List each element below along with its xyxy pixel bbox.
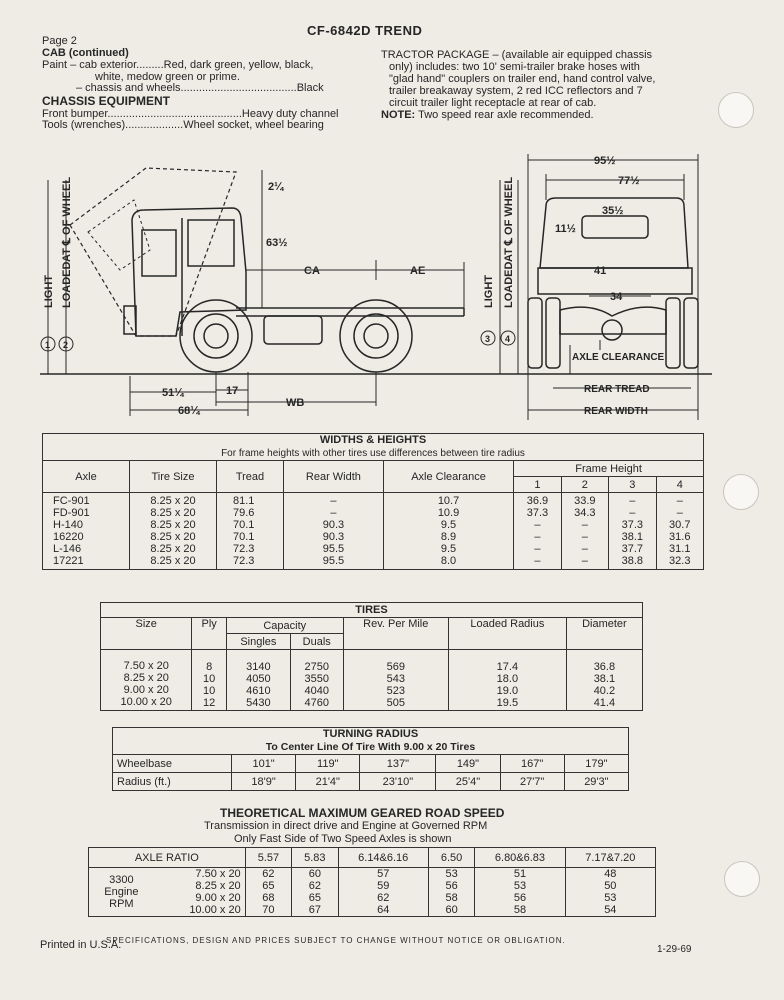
col-tire-size: Tire Size [130,461,217,493]
wheelbase-cell: 167" [500,755,564,773]
col-frame-1: 1 [514,477,561,493]
dim-wheelbase: WB [286,397,305,409]
loaded-radius-values: 17.4 18.0 19.0 19.5 [448,650,566,711]
binder-hole-top [718,92,754,128]
rev-values: 569 543 523 505 [343,650,448,711]
turning-caption [113,728,629,755]
col-axle: Axle [43,461,130,493]
radius-cell: 29'3" [564,773,628,791]
cab-heading: CAB (continued) [42,47,129,59]
dim-bumper-total: 68¼ [178,405,200,417]
road-speed-title: THEORETICAL MAXIMUM GEARED ROAD SPEED [220,806,505,820]
widths-data-row [43,493,704,570]
wheelbase-cell: 179" [564,755,628,773]
singles-values: 3140 4050 4610 5430 [226,650,290,711]
label-at-wheel-right: AT ℄ OF WHEEL [503,176,515,262]
col-capacity: Capacity [226,618,343,634]
col-frame-3: 3 [609,477,656,493]
frame-3-values: – – 37.3 38.1 37.7 38.8 [609,493,656,570]
recommendation-note [381,109,594,121]
col-ply: Ply [192,618,226,650]
label-light-right: LIGHT [483,275,495,308]
col-diameter: Diameter [566,618,642,650]
wheelbase-cell: 137" [360,755,436,773]
turning-subtitle: To Center Line Of Tire With 9.00 x 20 Tires [265,741,476,753]
dim-inner-width: 77½ [618,175,640,187]
tractor-package-line-1: TRACTOR PACKAGE – (available air equipped chassis [381,49,653,61]
paint-line-1: Paint – cab exterior.........Red, dark green, yellow, black, [42,59,314,71]
radius-cell: 25'4" [436,773,500,791]
widths-heights-caption [43,434,704,461]
circle-label-3: 3 [485,334,491,344]
axle-ratio-label: AXLE RATIO [89,848,246,868]
ratio-header: 7.17&7.20 [565,848,655,868]
dim-ae: AE [410,265,426,277]
speed-ratio-3-values: 57 59 62 64 [338,868,428,917]
circle-label-2: 2 [63,340,69,350]
dim-axle-offset: 17 [226,385,239,397]
radius-cell: 18'9" [232,773,296,791]
tire-size-values: 7.50 x 20 8.25 x 20 9.00 x 20 10.00 x 20 [101,650,192,711]
wheelbase-cell: 119" [296,755,360,773]
turning-title: TURNING RADIUS [322,728,419,740]
widths-heights-table [42,433,704,570]
tractor-package-line-3: "glad hand" couplers on trailer end, hand control valve, [389,73,656,85]
road-speed-subtitle-1: Transmission in direct drive and Engine at Governed RPM [204,820,488,832]
tractor-package-line-2: only) includes: two 10' semi-trailer brake hoses with [389,61,640,73]
radius-cell: 27'7" [500,773,564,791]
front-bumper-spec: Front bumper............................................Heavy duty channel [42,108,339,120]
circle-label-4: 4 [505,334,511,344]
col-axle-clearance: Axle Clearance [383,461,513,493]
label-at-wheel-left: AT ℄ OF WHEEL [61,176,73,262]
col-singles: Singles [226,634,290,650]
label-rear-width: REAR WIDTH [584,406,648,417]
dim-rear-41: 41 [594,265,607,277]
label-axle-clearance: AXLE CLEARANCE [572,352,665,363]
note-label: NOTE: [381,109,416,121]
ratio-header: 6.80&6.83 [475,848,565,868]
radius-cell: 23'10" [360,773,436,791]
wheelbase-cell: 149" [436,755,500,773]
chassis-heading: CHASSIS EQUIPMENT [42,94,171,108]
ratio-header: 5.83 [292,848,338,868]
ratio-header: 6.14&6.16 [338,848,428,868]
print-date: 1-29-69 [657,944,692,955]
wheelbase-row [113,755,629,773]
col-rev-per-mile: Rev. Per Mile [343,618,448,650]
col-loaded-radius: Loaded Radius [448,618,566,650]
dim-ca: CA [304,265,320,277]
tires-data-row [101,650,643,711]
frame-1-values: 36.9 37.3 – – – – [514,493,561,570]
radius-row [113,773,629,791]
label-loaded-right: LOADED [503,261,515,308]
col-frame-2: 2 [561,477,608,493]
wheelbase-label: Wheelbase [113,755,232,773]
tires-title: TIRES [101,603,643,618]
duals-values: 2750 3550 4040 4760 [290,650,343,711]
radius-label: Radius (ft.) [113,773,232,791]
dim-spring-34: 34 [610,291,623,303]
label-loaded-left: LOADED [61,261,73,308]
tread-values: 81.1 79.6 70.1 70.1 72.3 72.3 [217,493,284,570]
label-rear-tread: REAR TREAD [584,384,650,395]
col-tread: Tread [217,461,284,493]
speed-ratio-4-values: 53 56 58 60 [428,868,474,917]
printed-in: Printed in U.S.A. [40,939,122,951]
speed-ratio-6-values: 48 50 53 54 [565,868,655,917]
radius-cell: 21'4" [296,773,360,791]
dim-front-overhang: 51¼ [162,387,184,399]
frame-2-values: 33.9 34.3 – – – – [561,493,608,570]
tools-spec: Tools (wrenches)...................Wheel socket, wheel bearing [42,119,324,131]
frame-4-values: – – 30.7 31.6 31.1 32.3 [656,493,703,570]
dim-cab-height: 63½ [266,237,288,249]
col-rear-width: Rear Width [284,461,384,493]
ply-values: 8 10 10 12 [192,650,226,711]
truck-dimension-diagram [0,140,720,430]
change-notice: SPECIFICATIONS, DESIGN AND PRICES SUBJECT TO CHANGE WITHOUT NOTICE OR OBLIGATION. [106,936,566,945]
speed-ratio-1-values: 62 65 68 70 [245,868,291,917]
widths-heights-subtitle: For frame heights with other tires use differences between tire radius [221,448,525,459]
tractor-package-line-5: circuit trailer light receptacle at rear of cab. [389,97,597,109]
paint-line-3: – chassis and wheels......................................Black [76,82,324,94]
engine-rpm-label: 3300 Engine RPM [89,868,154,917]
binder-hole-middle [723,474,759,510]
wheelbase-cell: 101" [232,755,296,773]
circle-label-1: 1 [45,340,51,350]
page-title: CF-6842D TREND [307,23,423,38]
binder-hole-bottom [724,861,760,897]
label-light-left: LIGHT [43,275,55,308]
paint-line-2: white, medow green or prime. [95,71,240,83]
dim-window-width: 35½ [602,205,624,217]
road-speed-subtitle-2: Only Fast Side of Two Speed Axles is shown [234,833,452,845]
dim-window-height: 11½ [555,223,576,235]
tires-table [100,602,643,711]
dim-top-height: 2¼ [268,181,284,193]
col-frame-height: Frame Height [514,461,704,477]
col-frame-4: 4 [656,477,703,493]
speed-tire-values: 7.50 x 20 8.25 x 20 9.00 x 20 10.00 x 20 [154,868,245,917]
ratio-header: 5.57 [245,848,291,868]
speed-ratio-2-values: 60 62 65 67 [292,868,338,917]
speed-ratio-5-values: 51 53 56 58 [475,868,565,917]
col-duals: Duals [290,634,343,650]
page-number: Page 2 [42,35,77,47]
ratio-header: 6.50 [428,848,474,868]
axle-values: FC-901 FD-901 H-140 16220 L-146 17221 [43,493,130,570]
tractor-package-line-4: trailer breakaway system, 2 red ICC reflectors and 7 [389,85,643,97]
tire-values: 8.25 x 20 8.25 x 20 8.25 x 20 8.25 x 20 8.25 x 20 8.25 x 20 [130,493,217,570]
rear-width-values: – – 90.3 90.3 95.5 95.5 [284,493,384,570]
turning-radius-table [112,727,629,791]
clearance-values: 10.7 10.9 9.5 8.9 9.5 8.0 [383,493,513,570]
diameter-values: 36.8 38.1 40.2 41.4 [566,650,642,711]
col-size: Size [101,618,192,650]
dim-total-width: 95½ [594,155,616,167]
road-speed-data-row [89,868,656,917]
road-speed-table [88,847,656,917]
note-text: Two speed rear axle recommended. [418,109,594,121]
widths-heights-title: WIDTHS & HEIGHTS [319,434,427,446]
